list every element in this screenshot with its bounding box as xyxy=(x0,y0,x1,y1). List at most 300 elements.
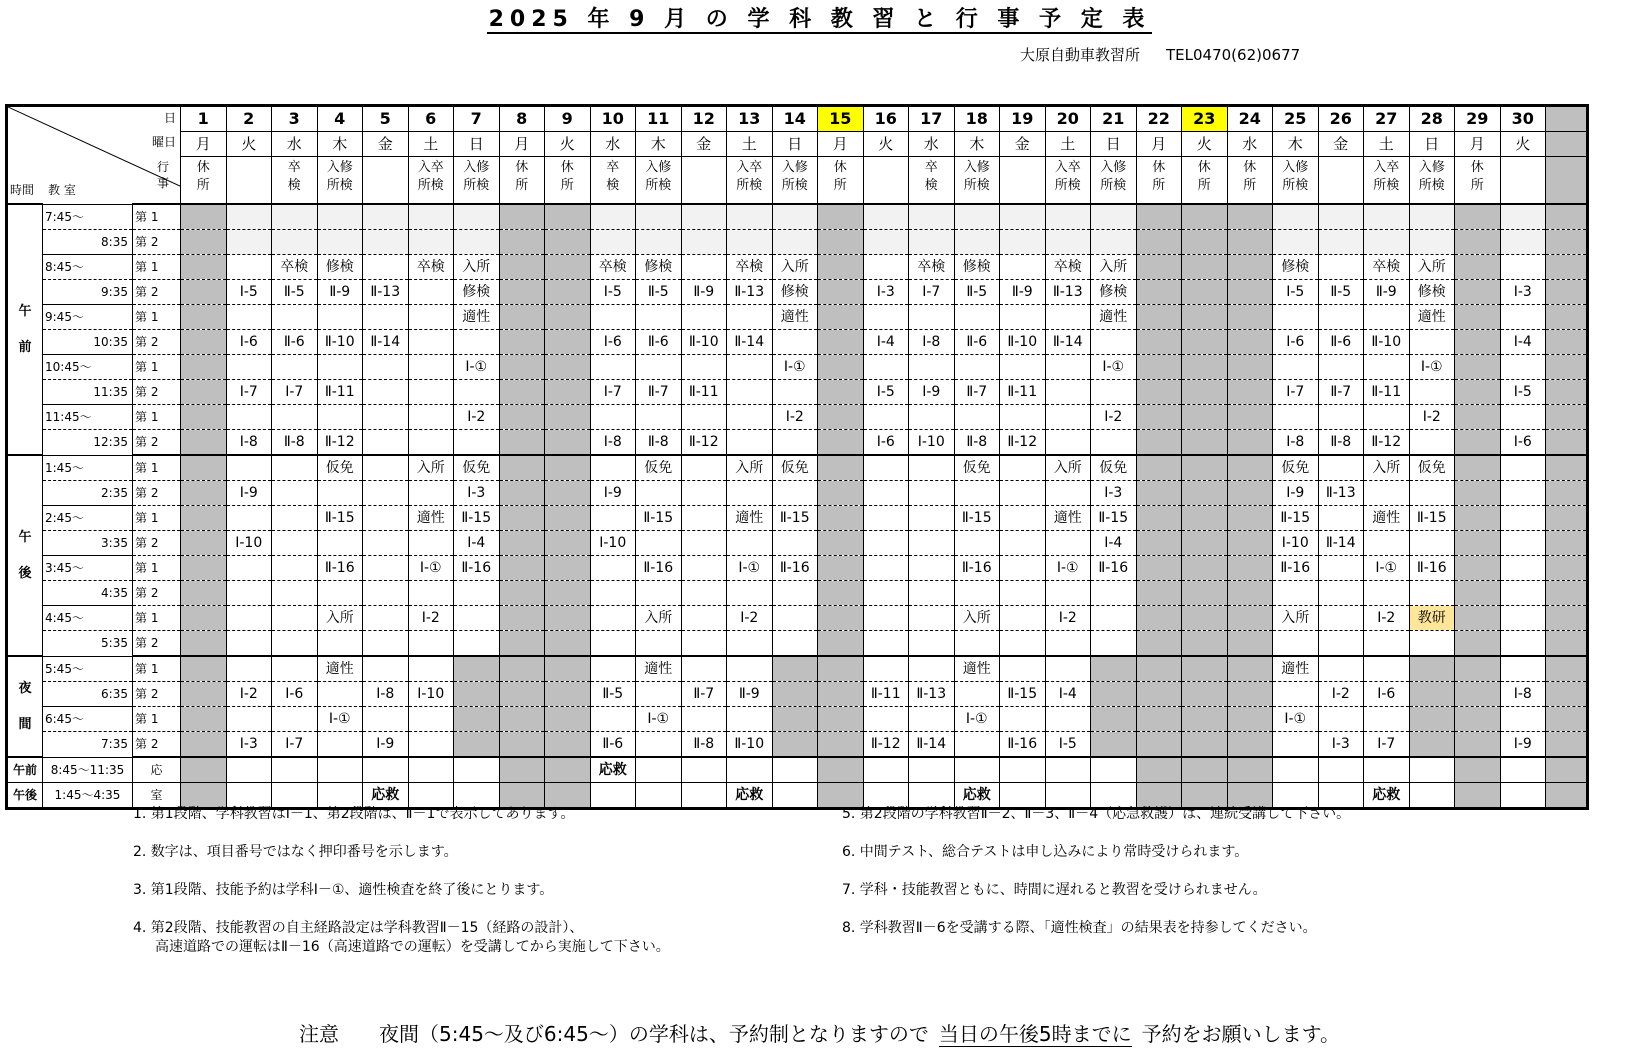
schedule-cell xyxy=(681,707,727,732)
schedule-cell xyxy=(727,430,773,456)
schedule-cell: Ⅱ-15 xyxy=(1273,506,1319,531)
schedule-cell xyxy=(1409,531,1455,556)
note-4: 4. 第2段階、技能教習の自主経路設定は学科教習Ⅱ－15（経路の設計）、 xyxy=(133,920,584,936)
day-event: 入修 所検 xyxy=(1091,157,1137,205)
period-time: 8:45～ xyxy=(43,255,133,280)
first-aid-cell xyxy=(727,757,773,783)
note-8: 8. 学科教習Ⅱ－6を受講する際、「適性検査」の結果表を持参してください。 xyxy=(842,920,1317,936)
day-event: 入修 所検 xyxy=(636,157,682,205)
schedule-cell xyxy=(1227,330,1273,355)
schedule-cell: 教研 xyxy=(1409,606,1455,631)
schedule-cell xyxy=(1091,581,1137,606)
day-event: 入修 所検 xyxy=(1273,157,1319,205)
room-label: 第 1 xyxy=(133,556,181,581)
schedule-cell: Ⅰ-9 xyxy=(590,481,636,506)
schedule-cell xyxy=(499,581,545,606)
schedule-cell xyxy=(1500,556,1546,581)
schedule-cell xyxy=(181,430,227,456)
schedule-cell: Ⅱ-16 xyxy=(1091,556,1137,581)
schedule-cell xyxy=(545,556,591,581)
room-label: 第 2 xyxy=(133,330,181,355)
schedule-cell xyxy=(499,707,545,732)
schedule-cell xyxy=(1409,380,1455,405)
schedule-cell xyxy=(363,204,409,230)
first-aid-cell xyxy=(1500,783,1546,809)
schedule-cell xyxy=(272,656,318,682)
schedule-cell xyxy=(499,380,545,405)
schedule-cell xyxy=(1455,230,1501,255)
schedule-cell: 仮免 xyxy=(636,455,682,481)
room-label: 第 1 xyxy=(133,455,181,481)
schedule-cell xyxy=(954,732,1000,758)
schedule-cell: Ⅰ-10 xyxy=(1273,531,1319,556)
schedule-cell xyxy=(818,682,864,707)
weekday: 水 xyxy=(1227,132,1273,157)
schedule-cell: Ⅰ-7 xyxy=(272,380,318,405)
schedule-cell xyxy=(226,204,272,230)
day-event: 卒 検 xyxy=(272,157,318,205)
schedule-cell xyxy=(1364,707,1410,732)
schedule-cell xyxy=(272,556,318,581)
day-event: 入卒 所検 xyxy=(408,157,454,205)
schedule-cell xyxy=(909,305,955,330)
schedule-cell: Ⅱ-11 xyxy=(863,682,909,707)
warning-text-2: 予約をお願いします。 xyxy=(1141,1022,1340,1046)
period-time: 7:35 xyxy=(43,732,133,758)
schedule-cell xyxy=(772,631,818,657)
schedule-cell xyxy=(1455,204,1501,230)
schedule-cell xyxy=(181,506,227,531)
schedule-cell xyxy=(363,355,409,380)
schedule-cell xyxy=(226,506,272,531)
day-event xyxy=(1318,157,1364,205)
filler xyxy=(1546,455,1588,481)
first-aid-cell xyxy=(636,757,682,783)
schedule-cell xyxy=(1227,204,1273,230)
schedule-cell xyxy=(1227,355,1273,380)
schedule-cell: 卒検 xyxy=(909,255,955,280)
schedule-cell: Ⅰ-2 xyxy=(1091,405,1137,430)
schedule-cell xyxy=(363,631,409,657)
schedule-cell xyxy=(1227,506,1273,531)
first-aid-label: 午後 xyxy=(7,783,43,809)
schedule-cell xyxy=(772,656,818,682)
schedule-cell xyxy=(1136,707,1182,732)
schedule-cell xyxy=(363,455,409,481)
schedule-cell: Ⅰ-10 xyxy=(226,531,272,556)
schedule-cell: Ⅰ-9 xyxy=(363,732,409,758)
schedule-cell xyxy=(1091,707,1137,732)
schedule-cell: Ⅱ-8 xyxy=(636,430,682,456)
period-time: 3:35 xyxy=(43,531,133,556)
schedule-cell: Ⅰ-6 xyxy=(1364,682,1410,707)
schedule-cell xyxy=(226,656,272,682)
schedule-cell xyxy=(363,380,409,405)
notes-right xyxy=(842,805,1350,938)
schedule-cell xyxy=(408,581,454,606)
schedule-cell: 入所 xyxy=(772,255,818,280)
schedule-cell xyxy=(590,230,636,255)
weekday: 金 xyxy=(1318,132,1364,157)
filler xyxy=(1546,556,1588,581)
day-number: 1 xyxy=(181,106,227,132)
schedule-cell xyxy=(1045,707,1091,732)
schedule-cell xyxy=(681,506,727,531)
schedule-cell xyxy=(545,255,591,280)
schedule-cell: Ⅰ-3 xyxy=(1318,732,1364,758)
schedule-cell xyxy=(863,531,909,556)
schedule-cell xyxy=(1455,405,1501,430)
schedule-cell xyxy=(1227,631,1273,657)
first-aid-cell xyxy=(1455,783,1501,809)
schedule-cell xyxy=(272,230,318,255)
schedule-cell: Ⅰ-5 xyxy=(1500,380,1546,405)
schedule-cell xyxy=(1182,556,1228,581)
schedule-cell: Ⅰ-10 xyxy=(909,430,955,456)
schedule-cell: Ⅰ-7 xyxy=(1364,732,1410,758)
day-number: 12 xyxy=(681,106,727,132)
period-time: 4:45～ xyxy=(43,606,133,631)
schedule-cell xyxy=(1045,531,1091,556)
schedule-cell xyxy=(909,656,955,682)
filler xyxy=(1546,330,1588,355)
first-aid-cell xyxy=(408,757,454,783)
schedule-cell: Ⅰ-4 xyxy=(454,531,500,556)
schedule-cell xyxy=(863,581,909,606)
schedule-cell xyxy=(272,481,318,506)
period-section-label: 午 後 xyxy=(7,455,43,656)
schedule-cell: Ⅰ-9 xyxy=(1273,481,1319,506)
schedule-cell: 卒検 xyxy=(1364,255,1410,280)
schedule-cell xyxy=(1227,430,1273,456)
schedule-cell: Ⅰ-7 xyxy=(909,280,955,305)
schedule-cell xyxy=(454,656,500,682)
schedule-cell xyxy=(727,707,773,732)
schedule-cell xyxy=(1318,305,1364,330)
schedule-cell xyxy=(1500,230,1546,255)
schedule-cell xyxy=(1364,631,1410,657)
filler xyxy=(1546,106,1588,132)
schedule-cell xyxy=(1000,405,1046,430)
schedule-cell xyxy=(1045,355,1091,380)
filler xyxy=(1546,204,1588,230)
period-time: 9:35 xyxy=(43,280,133,305)
schedule-cell xyxy=(636,682,682,707)
schedule-cell xyxy=(454,430,500,456)
schedule-cell: Ⅱ-6 xyxy=(636,330,682,355)
schedule-cell xyxy=(499,355,545,380)
room-label: 第 2 xyxy=(133,430,181,456)
room-label: 第 2 xyxy=(133,631,181,657)
schedule-cell xyxy=(408,330,454,355)
schedule-cell xyxy=(636,305,682,330)
filler xyxy=(1546,581,1588,606)
schedule-cell xyxy=(1000,556,1046,581)
schedule-cell xyxy=(181,707,227,732)
schedule-cell: Ⅱ-15 xyxy=(317,506,363,531)
day-number: 22 xyxy=(1136,106,1182,132)
schedule-cell xyxy=(1136,230,1182,255)
schedule-cell: Ⅱ-15 xyxy=(636,506,682,531)
schedule-cell xyxy=(954,631,1000,657)
schedule-cell xyxy=(181,280,227,305)
schedule-cell xyxy=(545,380,591,405)
schedule-cell xyxy=(1318,255,1364,280)
schedule-cell xyxy=(181,682,227,707)
schedule-cell: Ⅱ-12 xyxy=(1000,430,1046,456)
day-number: 30 xyxy=(1500,106,1546,132)
schedule-cell xyxy=(363,305,409,330)
schedule-cell xyxy=(818,430,864,456)
weekday: 木 xyxy=(1273,132,1319,157)
schedule-cell: Ⅰ-3 xyxy=(1091,481,1137,506)
schedule-cell xyxy=(1364,481,1410,506)
first-aid-room: 応 xyxy=(133,757,181,783)
schedule-cell xyxy=(1273,405,1319,430)
room-label: 第 1 xyxy=(133,355,181,380)
schedule-cell xyxy=(454,606,500,631)
schedule-cell xyxy=(1091,430,1137,456)
schedule-cell xyxy=(408,481,454,506)
filler xyxy=(1546,707,1588,732)
schedule-cell: 入所 xyxy=(1091,255,1137,280)
schedule-cell xyxy=(954,682,1000,707)
schedule-cell: Ⅰ-10 xyxy=(408,682,454,707)
schedule-cell xyxy=(818,230,864,255)
schedule-cell xyxy=(1364,230,1410,255)
schedule-cell xyxy=(408,531,454,556)
weekday: 土 xyxy=(1045,132,1091,157)
schedule-cell xyxy=(863,707,909,732)
schedule-cell xyxy=(863,506,909,531)
day-event xyxy=(1000,157,1046,205)
schedule-cell xyxy=(909,230,955,255)
schedule-cell xyxy=(772,330,818,355)
schedule-cell xyxy=(1136,430,1182,456)
schedule-cell: Ⅰ-① xyxy=(408,556,454,581)
schedule-cell xyxy=(1091,380,1137,405)
schedule-cell xyxy=(1455,430,1501,456)
schedule-cell xyxy=(1136,631,1182,657)
weekday: 木 xyxy=(317,132,363,157)
schedule-cell xyxy=(1273,682,1319,707)
schedule-cell xyxy=(499,204,545,230)
schedule-cell: Ⅰ-8 xyxy=(363,682,409,707)
schedule-cell: Ⅰ-4 xyxy=(1500,330,1546,355)
schedule-cell xyxy=(272,531,318,556)
schedule-cell xyxy=(317,405,363,430)
weekday: 月 xyxy=(818,132,864,157)
schedule-cell: Ⅱ-6 xyxy=(1318,330,1364,355)
schedule-cell xyxy=(499,606,545,631)
schedule-cell xyxy=(272,581,318,606)
schedule-cell xyxy=(1227,581,1273,606)
schedule-cell: Ⅰ-① xyxy=(636,707,682,732)
schedule-cell xyxy=(1227,556,1273,581)
day-number: 28 xyxy=(1409,106,1455,132)
first-aid-cell xyxy=(772,757,818,783)
schedule-cell xyxy=(1364,581,1410,606)
schedule-cell: Ⅱ-16 xyxy=(772,556,818,581)
schedule-cell: Ⅰ-① xyxy=(1273,707,1319,732)
schedule-cell xyxy=(1455,380,1501,405)
schedule-cell xyxy=(1136,481,1182,506)
weekday: 水 xyxy=(590,132,636,157)
day-event: 休 所 xyxy=(1455,157,1501,205)
schedule-cell xyxy=(818,606,864,631)
schedule-cell: Ⅱ-15 xyxy=(772,506,818,531)
schedule-cell xyxy=(499,682,545,707)
schedule-cell xyxy=(545,581,591,606)
schedule-cell xyxy=(454,581,500,606)
schedule-cell xyxy=(1182,481,1228,506)
schedule-cell xyxy=(226,405,272,430)
schedule-cell: Ⅰ-6 xyxy=(1500,430,1546,456)
schedule-cell xyxy=(408,656,454,682)
schedule-cell xyxy=(454,380,500,405)
weekday: 火 xyxy=(1500,132,1546,157)
schedule-cell xyxy=(181,481,227,506)
schedule-cell xyxy=(818,656,864,682)
schedule-cell: Ⅱ-15 xyxy=(454,506,500,531)
room-label: 第 2 xyxy=(133,682,181,707)
schedule-cell: 仮免 xyxy=(454,455,500,481)
schedule-cell xyxy=(1455,330,1501,355)
filler xyxy=(1546,757,1588,783)
schedule-cell xyxy=(1182,380,1228,405)
schedule-cell xyxy=(317,682,363,707)
schedule-cell xyxy=(317,204,363,230)
schedule-cell xyxy=(954,531,1000,556)
schedule-cell xyxy=(1182,405,1228,430)
schedule-cell: Ⅱ-14 xyxy=(1045,330,1091,355)
first-aid-cell: 応救 xyxy=(1364,783,1410,809)
schedule-cell xyxy=(909,581,955,606)
schedule-cell xyxy=(1500,405,1546,430)
day-number: 20 xyxy=(1045,106,1091,132)
schedule-cell: Ⅰ-① xyxy=(317,707,363,732)
schedule-cell xyxy=(363,405,409,430)
schedule-cell xyxy=(226,631,272,657)
schedule-cell xyxy=(272,455,318,481)
schedule-cell xyxy=(1455,506,1501,531)
schedule-cell xyxy=(1000,305,1046,330)
schedule-cell xyxy=(1227,682,1273,707)
schedule-cell: Ⅰ-6 xyxy=(272,682,318,707)
schedule-cell: Ⅱ-8 xyxy=(954,430,1000,456)
first-aid-cell xyxy=(1455,757,1501,783)
schedule-cell: 修検 xyxy=(1091,280,1137,305)
schedule-cell xyxy=(499,631,545,657)
schedule-grid xyxy=(5,104,1589,810)
first-aid-cell xyxy=(226,757,272,783)
schedule-cell: 仮免 xyxy=(772,455,818,481)
schedule-cell: 適性 xyxy=(636,656,682,682)
schedule-cell xyxy=(1455,656,1501,682)
corner-event-label: 行事 xyxy=(156,160,169,190)
schedule-cell: Ⅰ-① xyxy=(1409,355,1455,380)
schedule-cell xyxy=(727,656,773,682)
schedule-cell xyxy=(1045,430,1091,456)
schedule-cell: 修検 xyxy=(636,255,682,280)
schedule-cell xyxy=(499,556,545,581)
room-label: 第 1 xyxy=(133,707,181,732)
day-number: 17 xyxy=(909,106,955,132)
schedule-cell xyxy=(1182,355,1228,380)
day-number: 18 xyxy=(954,106,1000,132)
schedule-cell: Ⅱ-10 xyxy=(727,732,773,758)
schedule-cell xyxy=(226,556,272,581)
schedule-cell: Ⅱ-13 xyxy=(909,682,955,707)
schedule-cell xyxy=(727,204,773,230)
schedule-cell xyxy=(681,631,727,657)
filler xyxy=(1546,380,1588,405)
day-event: 入卒 所検 xyxy=(1045,157,1091,205)
schedule-cell xyxy=(1455,481,1501,506)
first-aid-cell xyxy=(818,757,864,783)
schedule-cell xyxy=(1455,531,1501,556)
schedule-cell xyxy=(818,481,864,506)
schedule-cell xyxy=(772,732,818,758)
first-aid-cell xyxy=(954,757,1000,783)
filler xyxy=(1546,682,1588,707)
schedule-cell xyxy=(181,606,227,631)
day-number: 4 xyxy=(317,106,363,132)
schedule-cell xyxy=(727,481,773,506)
schedule-cell xyxy=(454,330,500,355)
weekday: 土 xyxy=(727,132,773,157)
schedule-cell: Ⅱ-16 xyxy=(317,556,363,581)
schedule-cell: 適性 xyxy=(317,656,363,682)
schedule-cell xyxy=(226,305,272,330)
schedule-cell xyxy=(499,455,545,481)
schedule-cell: 適性 xyxy=(727,506,773,531)
weekday: 金 xyxy=(1000,132,1046,157)
schedule-cell xyxy=(818,531,864,556)
schedule-cell xyxy=(181,581,227,606)
schedule-cell: 適性 xyxy=(954,656,1000,682)
schedule-cell: Ⅱ-11 xyxy=(681,380,727,405)
weekday: 月 xyxy=(181,132,227,157)
day-event xyxy=(863,157,909,205)
schedule-cell xyxy=(1227,255,1273,280)
schedule-cell xyxy=(590,204,636,230)
schedule-cell xyxy=(545,606,591,631)
schedule-cell: Ⅰ-① xyxy=(772,355,818,380)
schedule-cell: 卒検 xyxy=(590,255,636,280)
schedule-cell xyxy=(1273,204,1319,230)
schedule-cell xyxy=(454,732,500,758)
schedule-cell xyxy=(590,581,636,606)
schedule-cell: 仮免 xyxy=(317,455,363,481)
header-corner xyxy=(7,106,181,205)
schedule-cell xyxy=(1500,606,1546,631)
schedule-cell xyxy=(363,230,409,255)
room-label: 第 2 xyxy=(133,732,181,758)
schedule-cell xyxy=(317,531,363,556)
first-aid-cell: 応救 xyxy=(954,783,1000,809)
schedule-cell xyxy=(545,656,591,682)
schedule-cell xyxy=(818,732,864,758)
schedule-cell: Ⅱ-12 xyxy=(681,430,727,456)
filler xyxy=(1546,631,1588,657)
schedule-cell xyxy=(499,230,545,255)
filler xyxy=(1546,430,1588,456)
schedule-cell xyxy=(226,455,272,481)
schedule-cell xyxy=(727,305,773,330)
schedule-cell xyxy=(1227,606,1273,631)
schedule-cell xyxy=(454,707,500,732)
